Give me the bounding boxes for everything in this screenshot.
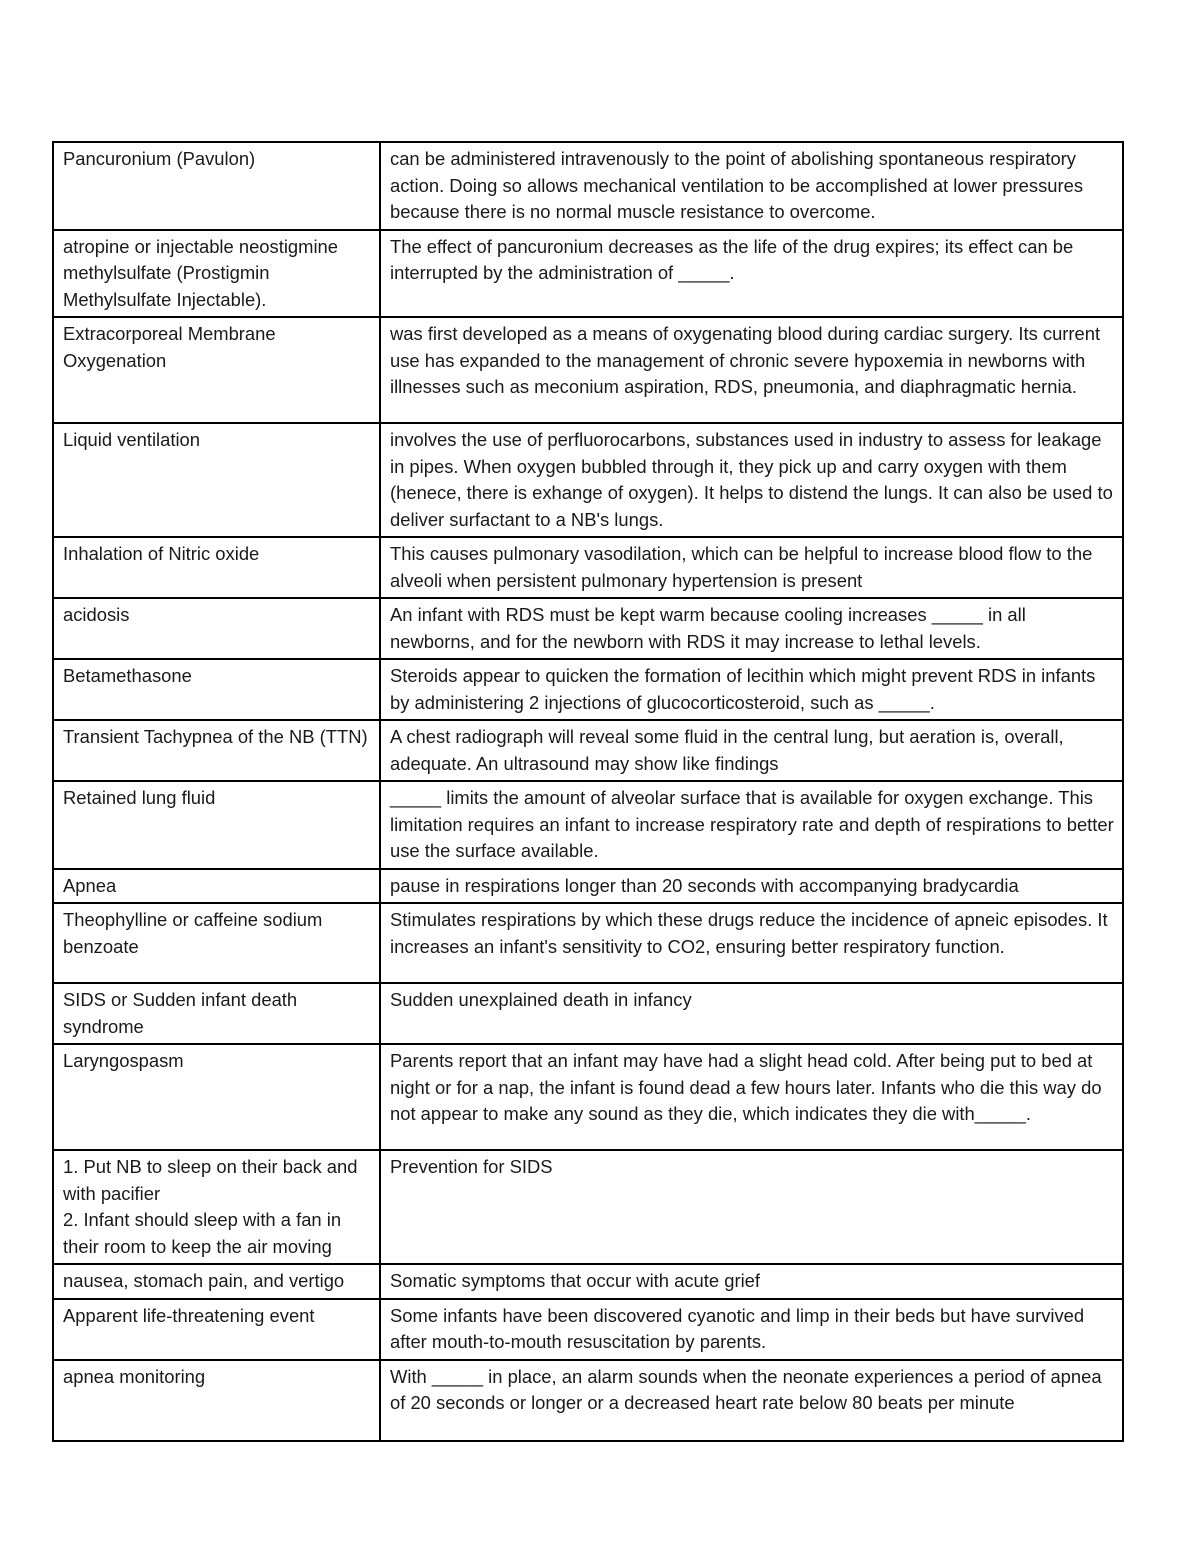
term-cell: Theophylline or caffeine sodium benzoate: [53, 903, 380, 983]
definition-cell: With _____ in place, an alarm sounds when the neonate experiences a period of apnea of 20 seconds or longer or a decreased heart rate below 80 beats per minute: [380, 1360, 1123, 1441]
flashcard-table-body: [53, 142, 1123, 1441]
term-cell: 1. Put NB to sleep on their back and with pacifier 2. Infant should sleep with a fan in their room to keep the air moving: [53, 1150, 380, 1264]
definition-cell: A chest radiograph will reveal some fluid in the central lung, but aeration is, overall, adequate. An ultrasound may show like findings: [380, 720, 1123, 781]
definition-cell: Stimulates respirations by which these drugs reduce the incidence of apneic episodes. It increases an infant's sensitivity to CO2, ensuring better respiratory function.: [380, 903, 1123, 983]
flashcard-table: [52, 141, 1124, 1442]
table-row: [53, 423, 1123, 537]
table-row: [53, 983, 1123, 1044]
table-row: [53, 537, 1123, 598]
definition-cell: Somatic symptoms that occur with acute grief: [380, 1264, 1123, 1299]
table-row: [53, 317, 1123, 423]
definition-cell: Sudden unexplained death in infancy: [380, 983, 1123, 1044]
term-cell: Extracorporeal Membrane Oxygenation: [53, 317, 380, 423]
table-row: [53, 781, 1123, 869]
term-cell: Apparent life-threatening event: [53, 1299, 380, 1360]
table-row: [53, 1299, 1123, 1360]
term-cell: Transient Tachypnea of the NB (TTN): [53, 720, 380, 781]
term-cell: Retained lung fluid: [53, 781, 380, 869]
table-row: [53, 598, 1123, 659]
definition-cell: Parents report that an infant may have had a slight head cold. After being put to bed at night or for a nap, the infant is found dead a few hours later. Infants who die this way do not appear to make any sound as they die, which indicates they die with_____.: [380, 1044, 1123, 1150]
table-row: [53, 142, 1123, 230]
definition-cell: Prevention for SIDS: [380, 1150, 1123, 1264]
term-cell: apnea monitoring: [53, 1360, 380, 1441]
table-row: [53, 1360, 1123, 1441]
term-cell: Liquid ventilation: [53, 423, 380, 537]
term-cell: Laryngospasm: [53, 1044, 380, 1150]
term-cell: Pancuronium (Pavulon): [53, 142, 380, 230]
definition-cell: The effect of pancuronium decreases as the life of the drug expires; its effect can be interrupted by the administration of _____.: [380, 230, 1123, 318]
term-cell: nausea, stomach pain, and vertigo: [53, 1264, 380, 1299]
table-row: [53, 1044, 1123, 1150]
term-cell: Betamethasone: [53, 659, 380, 720]
definition-cell: Some infants have been discovered cyanotic and limp in their beds but have survived after mouth-to-mouth resuscitation by parents.: [380, 1299, 1123, 1360]
definition-cell: involves the use of perfluorocarbons, substances used in industry to assess for leakage in pipes. When oxygen bubbled through it, they pick up and carry oxygen with them (henece, there is exhange of oxygen). It helps to distend the lungs. It can also be used to deliver surfactant to a NB's lungs.: [380, 423, 1123, 537]
definition-cell: An infant with RDS must be kept warm because cooling increases _____ in all newborns, and for the newborn with RDS it may increase to lethal levels.: [380, 598, 1123, 659]
term-cell: acidosis: [53, 598, 380, 659]
definition-cell: can be administered intravenously to the point of abolishing spontaneous respiratory action. Doing so allows mechanical ventilation to be accomplished at lower pressures because there is no normal muscle resistance to overcome.: [380, 142, 1123, 230]
table-row: [53, 903, 1123, 983]
table-row: [53, 1150, 1123, 1264]
table-row: [53, 720, 1123, 781]
table-row: [53, 1264, 1123, 1299]
table-row: [53, 230, 1123, 318]
definition-cell: Steroids appear to quicken the formation of lecithin which might prevent RDS in infants by administering 2 injections of glucocorticosteroid, such as _____.: [380, 659, 1123, 720]
term-cell: atropine or injectable neostigmine methylsulfate (Prostigmin Methylsulfate Injectable).: [53, 230, 380, 318]
table-row: [53, 869, 1123, 904]
definition-cell: pause in respirations longer than 20 seconds with accompanying bradycardia: [380, 869, 1123, 904]
table-row: [53, 659, 1123, 720]
definition-cell: This causes pulmonary vasodilation, which can be helpful to increase blood flow to the alveoli when persistent pulmonary hypertension is present: [380, 537, 1123, 598]
definition-cell: _____ limits the amount of alveolar surface that is available for oxygen exchange. This limitation requires an infant to increase respiratory rate and depth of respirations to better use the surface available.: [380, 781, 1123, 869]
term-cell: Inhalation of Nitric oxide: [53, 537, 380, 598]
term-cell: SIDS or Sudden infant death syndrome: [53, 983, 380, 1044]
definition-cell: was first developed as a means of oxygenating blood during cardiac surgery. Its current use has expanded to the management of chronic severe hypoxemia in newborns with illnesses such as meconium aspiration, RDS, pneumonia, and diaphragmatic hernia.: [380, 317, 1123, 423]
term-cell: Apnea: [53, 869, 380, 904]
